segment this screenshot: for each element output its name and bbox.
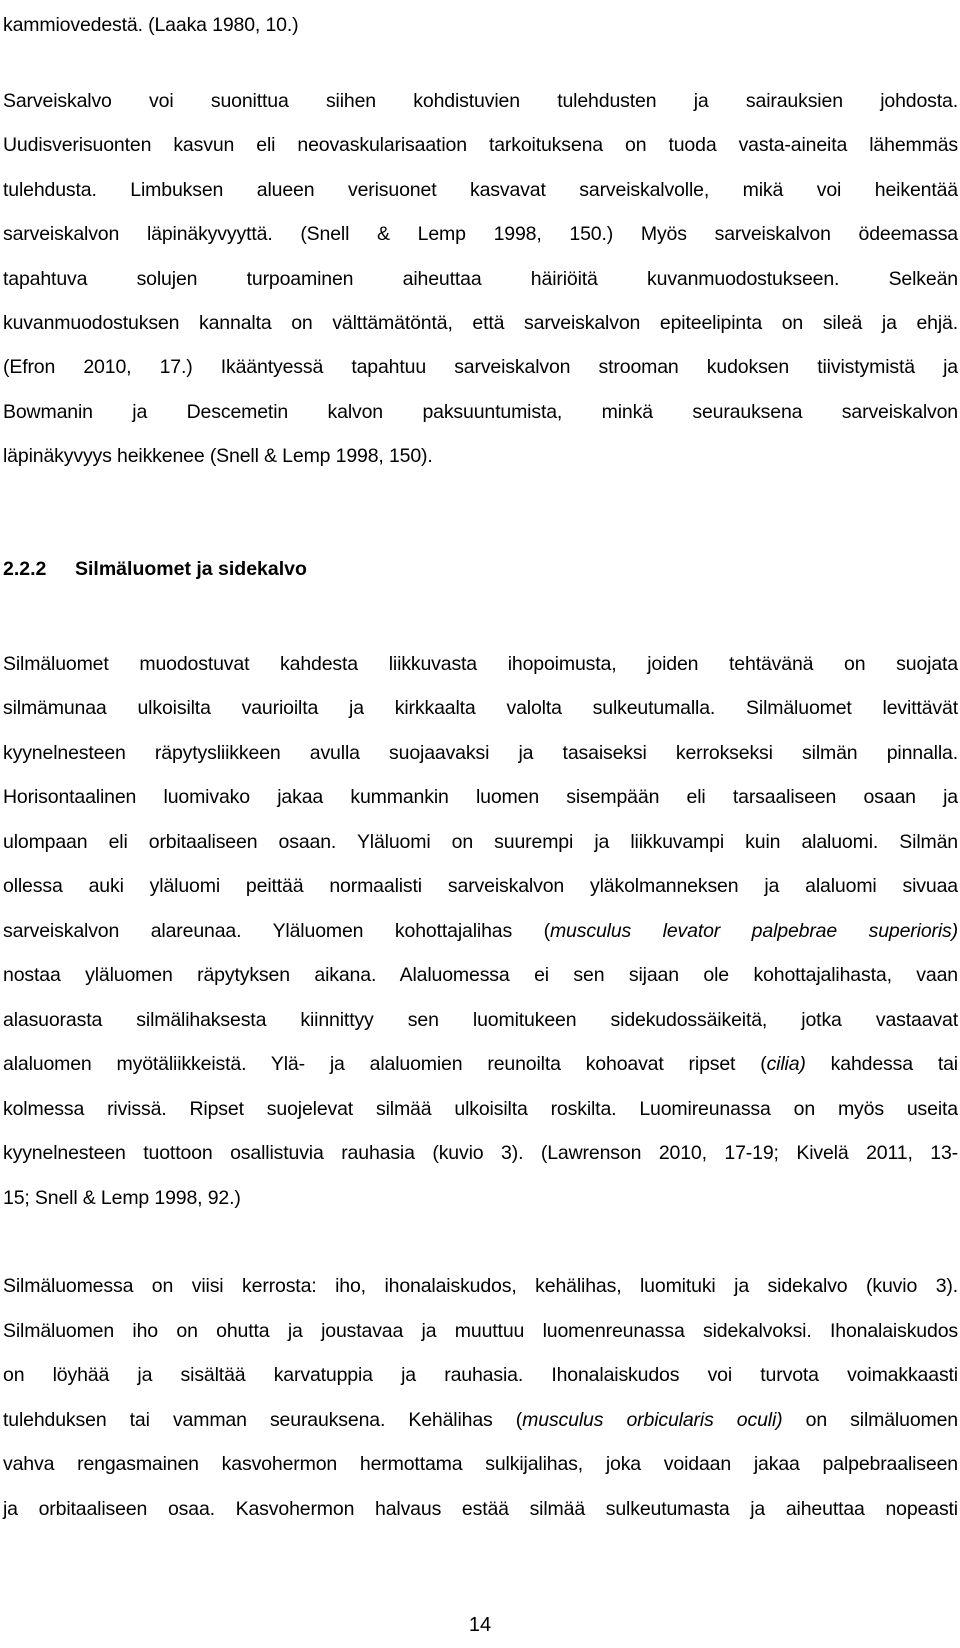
text-line: silmämunaa ulkoisilta vaurioilta ja kirkkaalta valolta sulkeutumalla. Silmäluomet levittävät <box>3 697 958 719</box>
text-line: Sarveiskalvo voi suonittua siihen kohdistuvien tulehdusten ja sairauksien johdosta. <box>3 90 958 112</box>
text-line: ollessa auki yläluomi peittää normaalisti sarveiskalvon yläkolmanneksen ja alaluomi sivuaa <box>3 875 958 897</box>
text-line: kuvanmuodostuksen kannalta on välttämätöntä, että sarveiskalvon epiteelipinta on sileä ja ehjä. <box>3 312 958 334</box>
text-line: sarveiskalvon läpinäkyvyyttä. (Snell & Lemp 1998, 150.) Myös sarveiskalvon ödeemassa <box>3 223 958 245</box>
text-line: (Efron 2010, 17.) Ikääntyessä tapahtuu sarveiskalvon strooman kudoksen tiivistymistä ja <box>3 356 958 378</box>
text-line: kammiovedestä. (Laaka 1980, 10.) <box>3 14 299 36</box>
text-line: Uudisverisuonten kasvun eli neovaskularisaation tarkoituksena on tuoda vasta-aineita lähemmäs <box>3 134 958 156</box>
text-line: tulehdusta. Limbuksen alueen verisuonet kasvavat sarveiskalvolle, mikä voi heikentää <box>3 179 958 201</box>
text-line: Silmäluomet muodostuvat kahdesta liikkuvasta ihopoimusta, joiden tehtävänä on suojata <box>3 653 958 675</box>
section-number: 2.2.2 <box>3 558 47 580</box>
text-line: Bowmanin ja Descemetin kalvon paksuuntumista, minkä seurauksena sarveiskalvon <box>3 401 958 423</box>
text-segment: tulehduksen tai vamman seurauksena. Kehälihas ( <box>3 1409 523 1431</box>
text-line: ulompaan eli orbitaaliseen osaan. Yläluomi on suurempi ja liikkuvampi kuin alaluomi. Silmän <box>3 831 958 853</box>
section-title: Silmäluomet ja sidekalvo <box>75 558 307 580</box>
text-line: alasuorasta silmälihaksesta kiinnittyy sen luomitukeen sidekudossäikeitä, jotka vastaavat <box>3 1009 958 1031</box>
text-line: nostaa yläluomen räpytyksen aikana. Alaluomessa ei sen sijaan ole kohottajalihasta, vaan <box>3 964 958 986</box>
text-line: on löyhää ja sisältää karvatuppia ja rauhasia. Ihonalaiskudos voi turvota voimakkaasti <box>3 1364 958 1386</box>
latin-term: cilia) <box>766 1053 806 1075</box>
text-line: vahva rengasmainen kasvohermon hermottama sulkijalihas, joka voidaan jakaa palpebraaliseen <box>3 1453 958 1475</box>
section-heading <box>3 556 307 582</box>
text-line: kyynelnesteen tuottoon osallistuvia rauhasia (kuvio 3). (Lawrenson 2010, 17-19; Kivelä 2011, 13- <box>3 1142 958 1164</box>
text-segment: alaluomen myötäliikkeistä. Ylä- ja alaluomien reunoilta kohoavat ripset ( <box>3 1053 767 1075</box>
text-line: 15; Snell & Lemp 1998, 92.) <box>3 1187 241 1209</box>
text-line: tapahtuva solujen turpoaminen aiheuttaa häiriöitä kuvanmuodostukseen. Selkeän <box>3 268 958 290</box>
text-line: ja orbitaaliseen osaa. Kasvohermon halvaus estää silmää sulkeutumasta ja aiheuttaa nopeasti <box>3 1498 958 1520</box>
text-line <box>3 1407 958 1433</box>
text-line: kolmessa rivissä. Ripset suojelevat silmää ulkoisilta roskilta. Luomireunassa on myös useita <box>3 1098 958 1120</box>
text-line: Horisontaalinen luomivako jakaa kummankin luomen sisempään eli tarsaaliseen osaan ja <box>3 786 958 808</box>
text-line: Silmäluomen iho on ohutta ja joustavaa ja muuttuu luomenreunassa sidekalvoksi. Ihonalaiskudos <box>3 1320 958 1342</box>
text-segment: on silmäluomen <box>782 1409 958 1431</box>
text-segment: sarveiskalvon alareunaa. Yläluomen kohottajalihas ( <box>3 920 550 942</box>
latin-term: musculus levator palpebrae superioris) <box>549 920 958 942</box>
text-line: läpinäkyvyys heikkenee (Snell & Lemp 1998, 150). <box>3 445 433 467</box>
latin-term: musculus orbicularis oculi) <box>522 1409 783 1431</box>
text-line: Silmäluomessa on viisi kerrosta: iho, ihonalaiskudos, kehälihas, luomituki ja sidekalvo (kuvio 3). <box>3 1275 958 1297</box>
text-line <box>3 1051 958 1077</box>
text-line: kyynelnesteen räpytysliikkeen avulla suojaavaksi ja tasaiseksi kerrokseksi silmän pinnalla. <box>3 742 958 764</box>
text-segment: kahdessa tai <box>805 1053 958 1075</box>
text-line <box>3 918 958 944</box>
page-number: 14 <box>468 1614 492 1636</box>
